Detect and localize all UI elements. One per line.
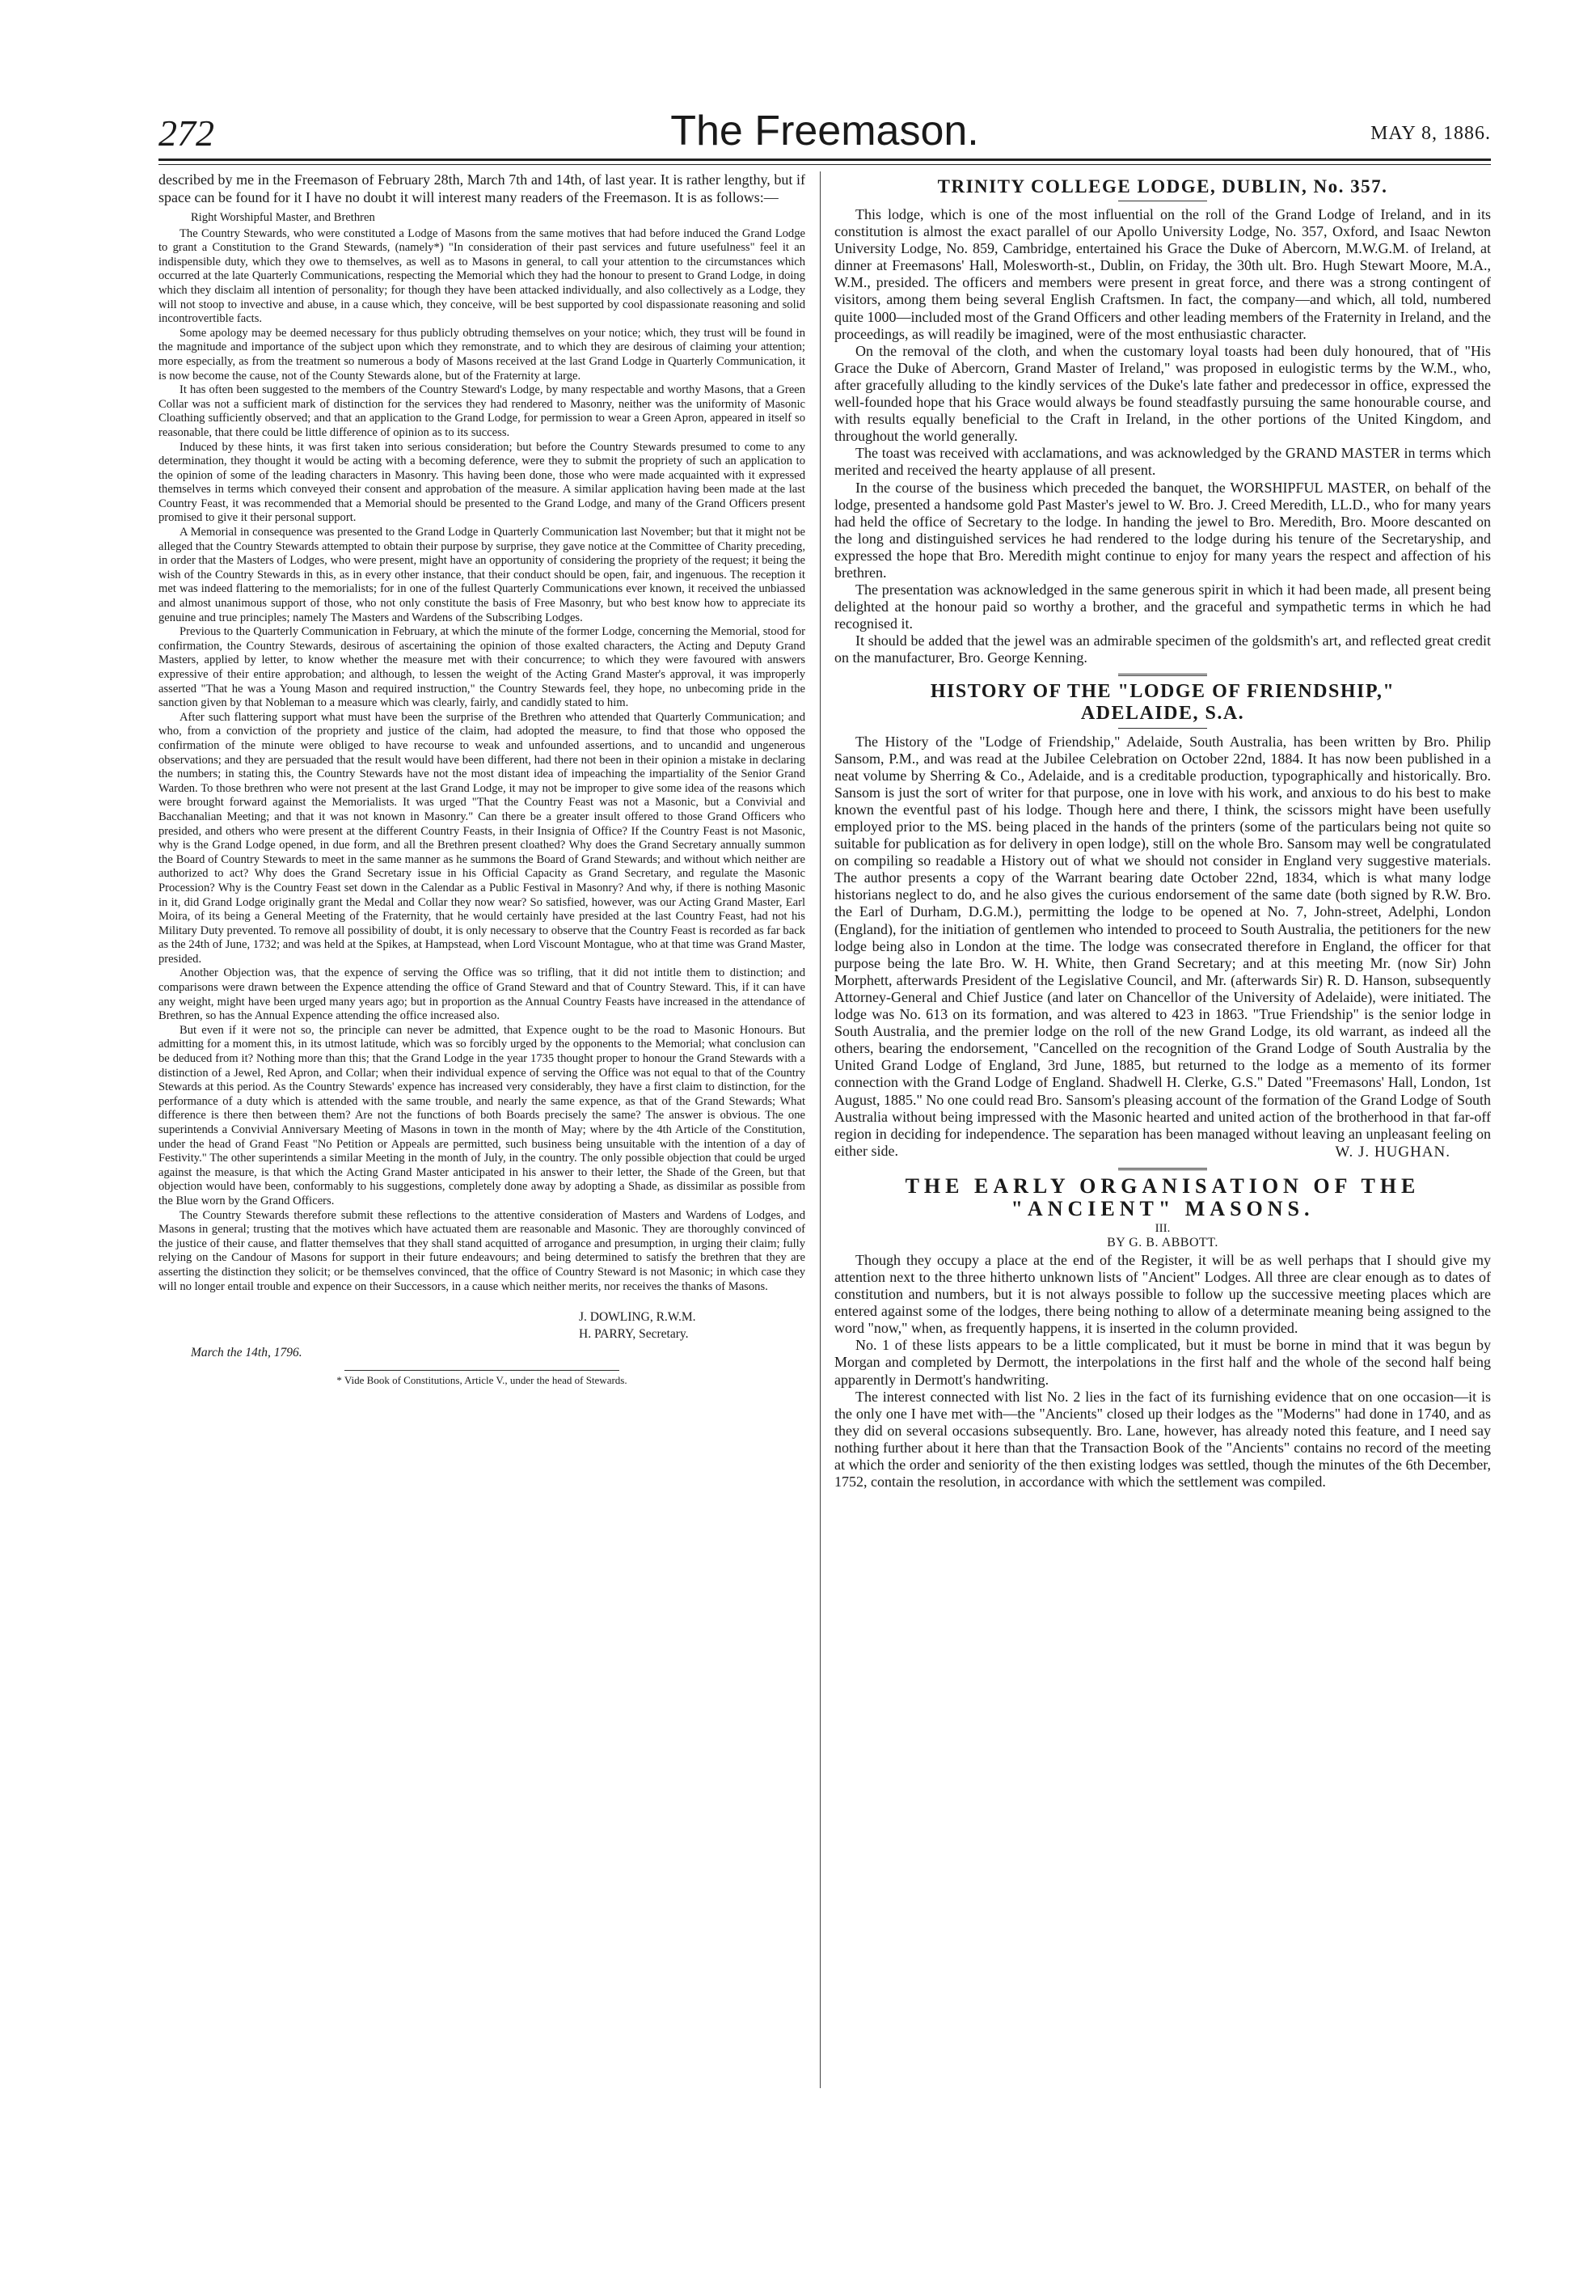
letter-paragraph: It has often been suggested to the members of the Country Steward's Lodge, by many respectable and worthy Masons, that a Green Collar was not a sufficient mark of distinction for the services they had rendered to Masonry, neither was the uniformity of Masonic Cloathing sufficiently observed; and that an application to the Grand Lodge, for permission to wear a Green Apron, appeared in itself so reasonable, that there could be little difference of opinion as to its success. bbox=[158, 383, 805, 439]
trinity-paragraph: This lodge, which is one of the most influential on the roll of the Grand Lodge of Ireland, and in its constitution is almost the exact parallel of our Apollo University Lodge, No. 357, Oxford, and Isaac Newton University Lodge, No. 859, Cambridge, entertained his Grace the Duke of Abercorn, M.W.G.M. of Ireland, at dinner at Freemasons' Hall, Molesworth-st., Dublin, on Friday, the 30th ult. Bro. Hugh Stewart Moore, M.A., W.M., presided. The officers and members were present in great force, and there was a strong contingent of visitors, among them being several English Craftsmen. In fact, the company—and which, all told, numbered quite 1000—included most of the Grand Officers and other leading members of the Fraternity in Ireland, and the proceedings, as will readily be imagined, were of the most enthusiastic character. bbox=[834, 206, 1491, 342]
early-heading-line2: "ANCIENT" MASONS. bbox=[1011, 1196, 1315, 1220]
history-paragraph: The History of the "Lodge of Friendship," Adelaide, South Australia, has been written by Bro. Philip Sansom, P.M., and was read at the Jubilee Celebration on October 22nd, 1884. It has now been published in a neat volume by Sherring & Co., Adelaide, and is a creditable production, typographically and historically. Bro. Sansom is just the sort of writer for that purpose, one in love with his work, and anxious to do his best to make known the eventful past of his lodge. Though here and there, I think, the scissors might have been usefully employed prior to the MS. being placed in the hands of the printers (some of the particulars being not quite so suitable for publication as for delivery in open lodge), still on the whole Bro. Sansom may well be congratulated on compiling so readable a History out of what we should not consider in England very suggestive materials. The author presents a copy of the Warrant bearing date October 22nd, 1834, which is what many lodge historians neglect to do, and he also gives the curious endorsement of the same date (both signed by R.W. Bro. the Earl of Durham, D.G.M.), permitting the lodge to be opened at No. 7, John-street, Adelphi, London (England), for the initiation of gentlemen who intended to proceed to South Australia, the petitioners for the new lodge being also in London at the time. The lodge was consecrated therefore in England, the officer for that purpose being the late Bro. W. H. White, then Grand Secretary; and at this meeting Mr. (now Sir) John Morphett, afterwards President of the Legislative Council, and Mr. (afterwards Sir) R. D. Hanson, subsequently Attorney-General and Chief Justice (and later on Chancellor of the University of Adelaide), were initiated. The lodge was No. 613 on its formation, and was altered to 423 in 1863. "True Friendship" is the senior lodge in South Australia, and the premier lodge on the roll of the new Grand Lodge, its old warrant, as indeed all the others, bearing the endorsement, "Cancelled on the recognition of the Grand Lodge of South Australia by the United Grand Lodge of England, 3rd June, 1885, but returned to the lodge as a memento of its former connection with the Grand Lodge of England. Shadwell H. Clerke, G.S." Dated "Freemasons' Hall, London, 1st August, 1885." No one could read Bro. Sansom's pleasing account of the formation of the Grand Lodge of South Australia without being impressed with the Masonic hearted and united action of the brotherhood in that far-off region in deciding for independence. The separation has been managed without leaving an unpleasant feeling on either side. bbox=[834, 733, 1491, 1159]
letter-paragraph: But even if it were not so, the principle can never be admitted, that Expence ought to be the road to Masonic Honours. But admitting for a moment this, in its utmost latitude, which was so forcibly urged by the opponents to the Memorial; what conclusion can be deduced from it? Nothing more than this; that the Grand Lodge in the year 1735 thought proper to honour the Grand Stewards with a distinction of a Jewel, Red Apron, and Collar; when their individual expence of serving the Office was not equal to that of the Country Stewards at this period. As the Country Stewards' expence has increased very considerably, they have a first claim to distinction, for the performance of a duty which is attended with the same trouble, and nearly the same expence, as that of the Grand Stewards; What difference is there then between them? Are not the functions of both Boards precisely the same? The answer is obvious. The one superintends a Convivial Anniversary Meeting of Masons in town in the month of May; where by the 4th Article of the Constitution, under the head of Grand Feast "No Petition or Appeals are permitted, such business being unsuitable with the intention of a day of Festivity." The other superintends a similar Meeting in the month of July, in the country. The only possible objection that could be urged against the measure, is that which the Acting Grand Master anticipated in his answer to their letter, the Shade of the Green, but that objection would have been, conformably to his suggestions, completely done away by adopting a Shade, as dissimilar as possible from the Blue worn by the Grand Officers. bbox=[158, 1023, 805, 1207]
trinity-paragraph: In the course of the business which preceded the banquet, the WORSHIPFUL MASTER, on behalf of the lodge, presented a handsome gold Past Master's jewel to W. Bro. J. Creed Meredith, LL.D., who for many years had held the office of Secretary to the lodge. In handing the jewel to Bro. Meredith, Bro. Moore descanted on the long and distinguished services he had rendered to the lodge during his tenure of the Secretaryship, and expressed the hope that Bro. Meredith might continue to enjoy for many years the respect and affection of his brethren. bbox=[834, 479, 1491, 581]
history-signature: W. J. HUGHAN. bbox=[1335, 1143, 1450, 1161]
heading-rule bbox=[1118, 728, 1207, 729]
page-title: The Freemason. bbox=[670, 108, 979, 154]
page-number: 272 bbox=[158, 112, 214, 154]
stewards-memorial-letter bbox=[158, 211, 805, 1294]
early-paragraph: No. 1 of these lists appears to be a little complicated, but it must be borne in mind that it was begun by Morgan and completed by Dermott, the interpolations in the first half and the whole of the second half being apparently in Dermott's handwriting. bbox=[834, 1337, 1491, 1388]
letter-paragraph: The Country Stewards therefore submit these reflections to the attentive consideration of Masters and Wardens of Lodges, and Masons in general; trusting that the motives which have actuated them are reasonable and Masonic. They are thoroughly convinced of the justice of their cause, and flatter themselves that they shall stand acquitted of arrogance and presumption, in urging their claim; fully relying on the Candour of Masons for support in their future endeavours; and being determined to satisfy the brethren that they are asserting the distinction they solicit; or be themselves convinced, that the office of Country Steward is not Masonic; in which case they will no longer entail trouble and expence on their Successors, in a cause which neither merits, nor receives the thanks of Masons. bbox=[158, 1208, 805, 1293]
letter-paragraph: Some apology may be deemed necessary for thus publicly obtruding themselves on your notice; which, they trust will be found in the magnitude and importance of the subject upon which they remonstrate, and to which they are desirous of claiming your attention; more especially, as from the treatment so numerous a body of Masons received at the last Grand Lodge in Quarterly Communication, it is now become the cause, not of the County Stewards alone, but of the Fraternity at large. bbox=[158, 326, 805, 383]
section-divider bbox=[1118, 674, 1207, 676]
left-column bbox=[158, 171, 805, 1387]
issue-date: MAY 8, 1886. bbox=[1370, 123, 1491, 144]
letter-dateline: March the 14th, 1796. bbox=[191, 1346, 302, 1360]
intro-paragraph: described by me in the Freemason of February 28th, March 7th and 14th, of last year. It is rather lengthy, but if space can be found for it I have no doubt it will interest many readers of the Freemason. It is as follows:— bbox=[158, 171, 805, 205]
trinity-paragraph: The toast was received with acclamations, and was acknowledged by the GRAND MASTER in terms which merited and received the hearty applause of all present. bbox=[834, 445, 1491, 479]
trinity-paragraph: It should be added that the jewel was an admirable specimen of the goldsmith's art, and reflected great credit on the manufacturer, Bro. George Kenning. bbox=[834, 632, 1491, 666]
letter-paragraph: Previous to the Quarterly Communication in February, at which the minute of the former Lodge, concerning the Memorial, stood for confirmation, the Country Stewards, desirous of ascertaining the opinion of those exalted characters, the Acting and Deputy Grand Masters, applied by letter, to know whether the measure met with their concurrence; to which they were favoured with answers expressive of their entire approbation; and although, to lessen the weight of the Acting Grand Master's approval, it was improperly asserted "That he was a Young Mason and required instruction," the Country Stewards feel, they hope, no unbecoming pride in the sanction given by that Nobleman to a measure which was clearly, fairly, and candidly stated to him. bbox=[158, 625, 805, 710]
history-heading-line1: HISTORY OF THE "LODGE OF FRIENDSHIP," bbox=[930, 680, 1395, 702]
trinity-heading: TRINITY COLLEGE LODGE, DUBLIN, No. 357. bbox=[937, 176, 1388, 197]
masthead-rule-thin bbox=[158, 164, 1491, 165]
masthead bbox=[158, 107, 1491, 155]
early-heading-line1: THE EARLY ORGANISATION OF THE bbox=[905, 1173, 1421, 1198]
letter-paragraph: A Memorial in consequence was presented to the Grand Lodge in Quarterly Communication last November; but that it might not be alleged that the Country Stewards attempted to obtain their purpose by surprise, they gave notice at the Committee of Charity preceding, in order that the Masters of Lodges, who were present, might have an opportunity of considering the propriety of the request; it being the wish of the Country Stewards in this, as in every other instance, that their conduct should be open, fair, and ingenuous. The reception it met was indeed flattering to the memorialists; for in one of the fullest Quarterly Communications ever known, it received the unbiassed and almost unanimous support of those, who not only constitute the basis of Free Masonry, but who best know how to appreciate its genuine and true principles; namely The Masters and Wardens of the Subscribing Lodges. bbox=[158, 526, 805, 624]
early-paragraph: The interest connected with list No. 2 lies in the fact of its furnishing evidence that on one occasion—it is the only one I have met with—the "Ancients" closed up their lodges as the "Moderns" had done in 1740, and as they did on several occasions subsequently. Bro. Lane, however, has already noted this feature, and I need say nothing further about it here than that the Transaction Book of the "Ancients" contains no record of the meeting at which the order and seniority of the then existing lodges was settled, though the minutes of the 6th December, 1752, contain the resolution, in accordance with which the settlement was compiled. bbox=[834, 1388, 1491, 1490]
salutation: Right Worshipful Master, and Brethren bbox=[191, 211, 375, 224]
signature-secretary: H. PARRY, Secretary. bbox=[579, 1327, 689, 1342]
footnote: * Vide Book of Constitutions, Article V., under the head of Stewards. bbox=[336, 1374, 627, 1387]
letter-paragraph: Another Objection was, that the expence of serving the Office was so trifling, that it did not intitle them to distinction; and comparisons were drawn between the Expence attending the office of Grand Steward and that of Country Steward. This, if it can have any weight, might have been urged many years ago; but in proportion as the Annual Country Feasts have increased in the attendance of Brethren, so has the Annual Expence attending the office increased also. bbox=[158, 966, 805, 1023]
trinity-paragraph: On the removal of the cloth, and when the customary loyal toasts had been duly honoured, that of "His Grace the Duke of Abercorn, Grand Master of Ireland," was proposed in eulogistic terms by the W.M., who, after gracefully alluding to the kindly services of the Duke's late father and predecessor in office, expressed the well-founded hope that his Grace would always be found steadfastly pursuing the same honourable course, and with results equally beneficial to the Craft in Ireland, in the other portions of the United Kingdom, and throughout the world generally. bbox=[834, 342, 1491, 445]
footnote-rule bbox=[344, 1370, 619, 1371]
byline: BY G. B. ABBOTT. bbox=[1107, 1235, 1218, 1249]
letter-paragraph: After such flattering support what must have been the surprise of the Brethren who attended that Quarterly Communication; and who, from a conviction of the propriety and justice of the claim, had adopted the measure, to find that those who opposed the confirmation of the minute were obliged to have recourse to weak and unfounded assertions, and to uncandid and ungenerous observations; and they are persuaded that the result would have been different, had there not been in their opinion a mistake in declaring the numbers; in stating this, the Country Stewards have not the most distant idea of impeaching the impartiality of the Senior Grand Warden. To those brethren who were not present at the last Grand Lodge, it may not be improper to give some idea of the reasons which were brought forward against the Memorialists. It was urged "That the Country Feast was not a Masonic, but a Convivial and Bacchanalian Meeting; and that it was not known in Masonry." Can there be a greater insult offered to those Grand Officers who presided, and others who were present at the different Country Feasts, in their Insignia of Office? If the Country Feast is not Masonic, why is the Grand Lodge opened, in due form, and all the Brethren present cloathed? Why does the Grand Secretary annually summon the Board of Country Stewards to meet in the same manner as he summons the Board of Grand Stewards; and without which neither are authorized to act? Why does the Grand Secretary issue in his Official Capacity as Grand Secretary, and regulate the Masonic Procession? Why is the Country Feast set down in the Calendar as a Public Festival in Masonry? And why, if there is nothing Masonic in it, did Grand Lodge originally grant the Medal and Collar they now wear? So satisfied, however, was our Acting Grand Master, Earl Moira, of its being a General Meeting of the Fraternity, that he would certainly have presided at the last Country Feast, had not his Military Duty prevented. To remove all possibility of doubt, it is only necessary to observe that the Country Feast is recorded as far back as the 24th of June, 1732; and was held at the Spikes, at Hampstead, when Lord Viscount Montague, who at that time was Grand Master, presided. bbox=[158, 710, 805, 966]
history-heading-line2: ADELAIDE, S.A. bbox=[1080, 702, 1245, 724]
early-paragraph: Though they occupy a place at the end of the Register, it will be as well perhaps that I should give my attention next to the three hitherto unknown lists of "Ancient" Lodges. All three are clear enough as to dates of constitution and numbers, but it is not always possible to follow up the successive meeting places which are entered against some of the lodges, there being nothing to allow of a determinate meaning being assigned to the word "now," when, as frequently happens, it is inserted in the column provided. bbox=[834, 1251, 1491, 1337]
right-column bbox=[834, 171, 1491, 1490]
column-divider bbox=[820, 171, 821, 2088]
trinity-paragraph: The presentation was acknowledged in the same generous spirit in which it had been made, all present being delighted at the honour paid so worthy a brother, and the graceful and sympathetic terms in which he had recognised it. bbox=[834, 581, 1491, 632]
section-divider bbox=[1118, 1168, 1207, 1170]
letter-signatures bbox=[579, 1309, 805, 1343]
part-numeral: III. bbox=[1155, 1221, 1171, 1235]
letter-paragraph: Induced by these hints, it was first taken into serious consideration; but before the Country Stewards presumed to come to any determination, they thought it would be acting with a becoming deference, were they to submit the propriety of such an application to the opinion of some of the leading characters in Masonry. This having been done, those who were made acquainted with it expressed themselves in terms which conveyed their consent and approbation of the measure. A similar application having been made at the last Country Feast, it was recommended that a Memorial should be presented to the Grand Lodge, and many of the Grand Officers present promised to give it their personal support. bbox=[158, 440, 805, 525]
letter-paragraph: The Country Stewards, who were constituted a Lodge of Masons from the same motives that had before induced the Grand Lodge to grant a Constitution to the Grand Stewards, (namely*) "In consideration of their past services and future usefulness" feel it an indispensible duty, which they owe to themselves, as well as to Masons in general, to call your attention to the circumstances which occurred at the late Quarterly Communications, respecting the Memorial which they had the honour to present to Grand Lodge, in doing which they disclaim all intention of personality; for though they have been attacked individually, and also collectively as a Lodge, they will not stoop to invective and abuse, in a cause which, they conceive, will be best supported by cool dispassionate reasoning and solid incontrovertible facts. bbox=[158, 226, 805, 326]
signature-master: J. DOWLING, R.W.M. bbox=[579, 1310, 696, 1325]
masthead-rule-thick bbox=[158, 159, 1491, 161]
